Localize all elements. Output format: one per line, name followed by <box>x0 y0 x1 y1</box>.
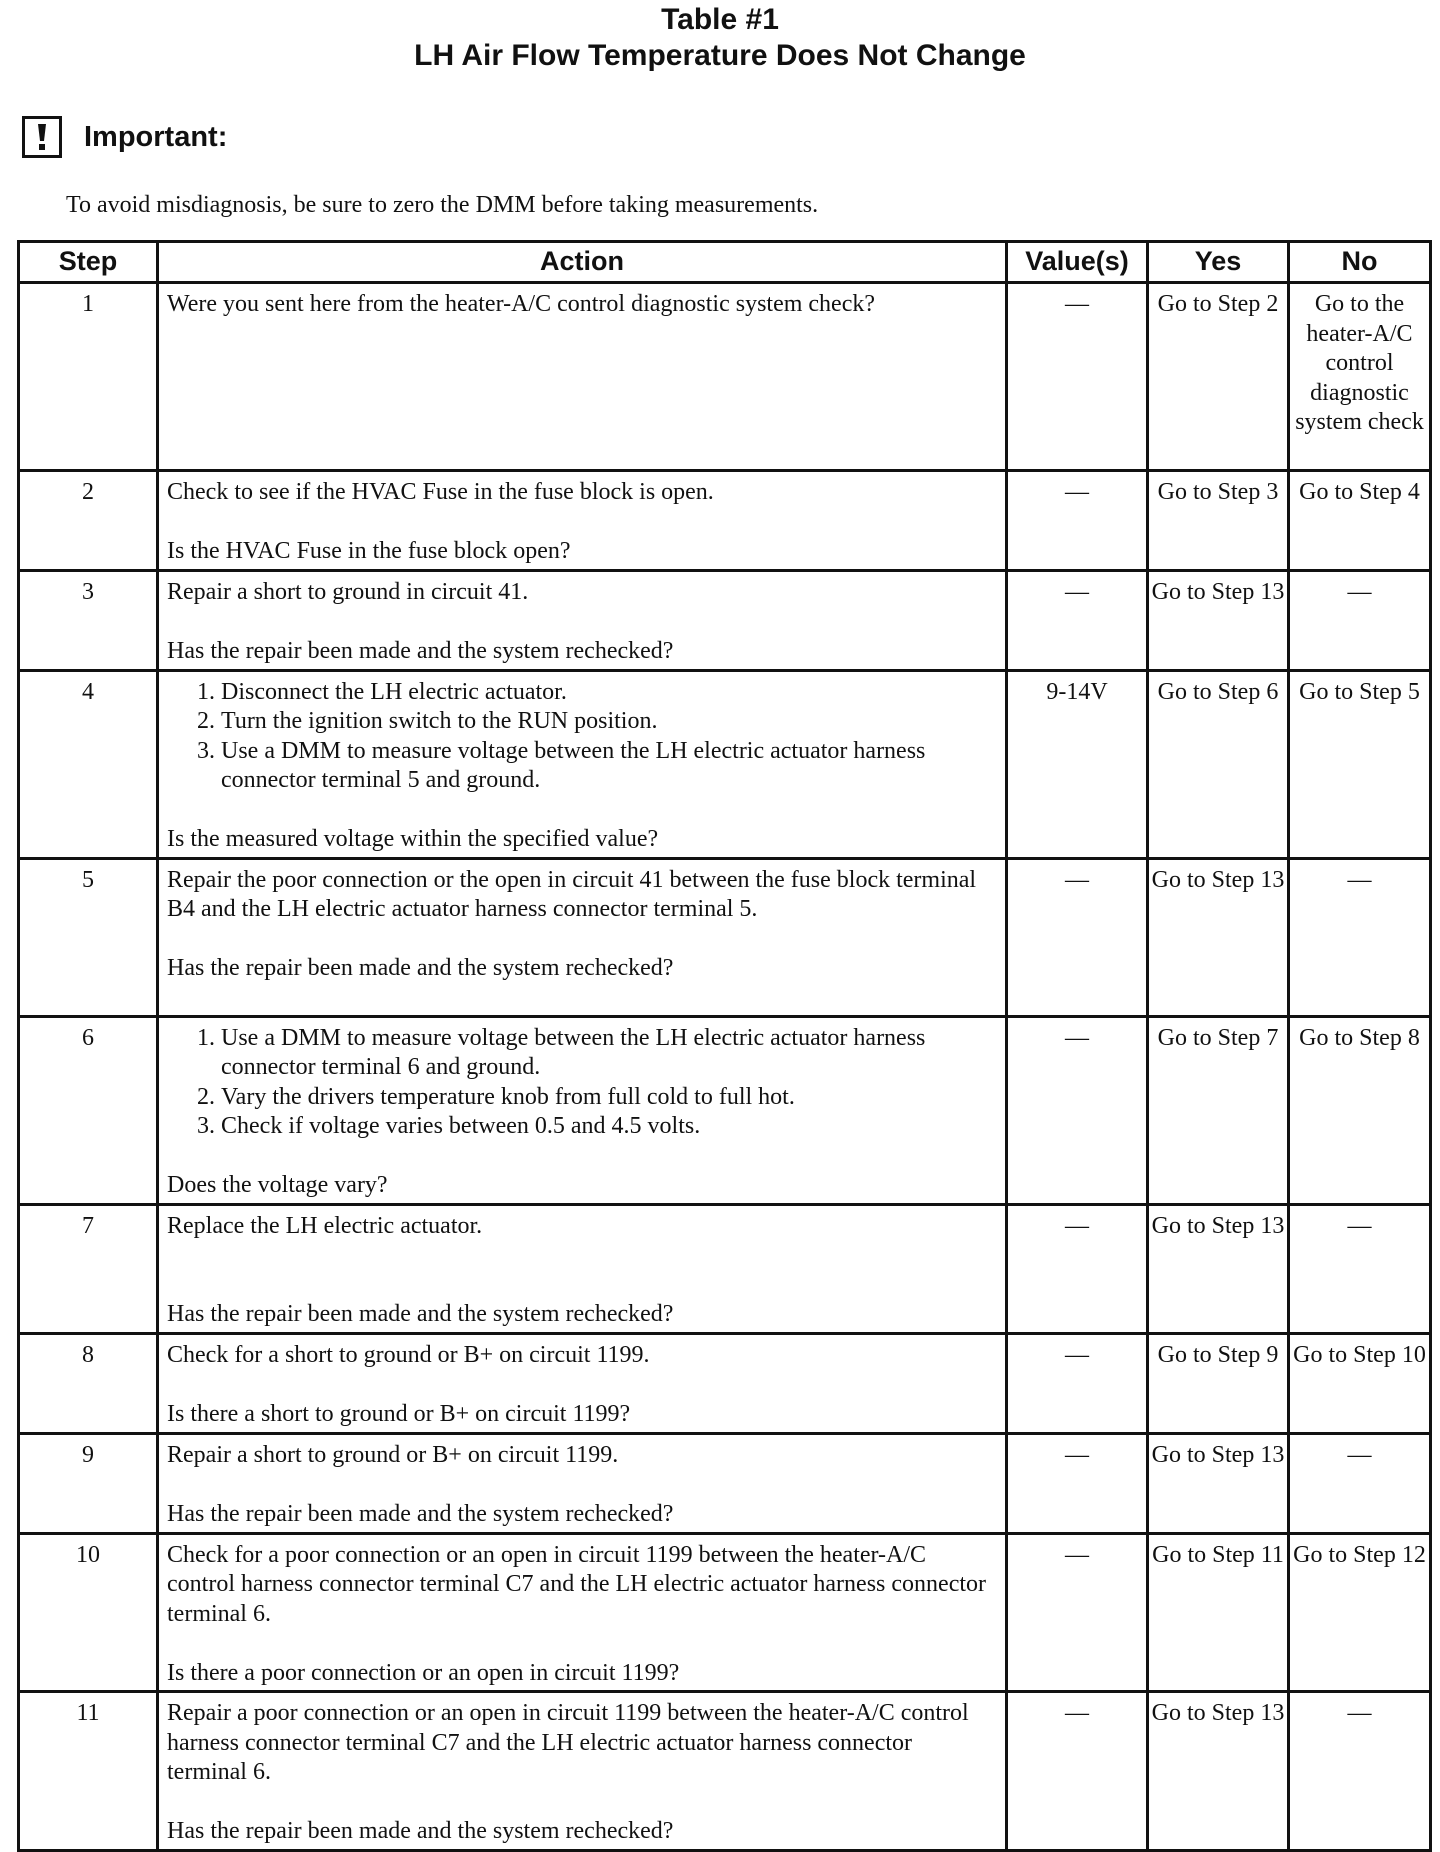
action-cell <box>158 1692 1007 1851</box>
value-cell: 9-14V <box>1007 670 1148 858</box>
action-cell <box>158 1016 1007 1204</box>
table-row <box>19 1433 1431 1533</box>
action-step-list <box>167 678 997 796</box>
yes-cell: Go to Step 6 <box>1148 670 1289 858</box>
no-cell: Go to Step 10 <box>1289 1333 1431 1433</box>
table-header-row <box>19 242 1431 283</box>
value-cell: — <box>1007 1692 1148 1851</box>
step-number: 8 <box>19 1333 158 1433</box>
step-number: 5 <box>19 858 158 1016</box>
important-callout <box>22 112 227 162</box>
no-cell: Go to Step 4 <box>1289 471 1431 571</box>
value-cell: — <box>1007 471 1148 571</box>
step-number: 9 <box>19 1433 158 1533</box>
action-text: Were you sent here from the heater-A/C control diagnostic system check? <box>167 291 875 317</box>
table-number: Table #1 <box>661 3 779 36</box>
step-number: 6 <box>19 1016 158 1204</box>
step-number: 2 <box>19 471 158 571</box>
action-question: Is the HVAC Fuse in the fuse block open? <box>167 538 571 564</box>
diagnostic-table <box>17 240 1432 1852</box>
action-question: Has the repair been made and the system rechecked? <box>167 1818 674 1844</box>
table-row <box>19 283 1431 471</box>
no-cell: — <box>1289 1433 1431 1533</box>
value-cell: — <box>1007 570 1148 670</box>
yes-cell: Go to Step 7 <box>1148 1016 1289 1204</box>
yes-cell: Go to Step 9 <box>1148 1333 1289 1433</box>
action-cell <box>158 471 1007 571</box>
action-text: Repair a poor connection or an open in circuit 1199 between the heater-A/C control harness connector terminal C7 and the LH electric actuator harness connector terminal 6. <box>167 1700 969 1785</box>
yes-cell: Go to Step 11 <box>1148 1533 1289 1692</box>
table-row <box>19 858 1431 1016</box>
step-number: 7 <box>19 1204 158 1333</box>
step-number: 4 <box>19 670 158 858</box>
yes-cell: Go to Step 13 <box>1148 570 1289 670</box>
action-question: Is the measured voltage within the specified value? <box>167 826 659 852</box>
action-cell <box>158 1533 1007 1692</box>
value-cell: — <box>1007 1204 1148 1333</box>
no-cell: — <box>1289 1204 1431 1333</box>
column-header-values: Value(s) <box>1007 242 1148 283</box>
column-header-no: No <box>1289 242 1431 283</box>
action-question: Is there a short to ground or B+ on circuit 1199? <box>167 1400 631 1427</box>
table-row <box>19 471 1431 571</box>
no-cell: Go to the heater-A/C control diagnostic system check <box>1289 283 1431 471</box>
yes-cell: Go to Step 13 <box>1148 1433 1289 1533</box>
value-cell: — <box>1007 1533 1148 1692</box>
column-header-yes: Yes <box>1148 242 1289 283</box>
yes-cell: Go to Step 13 <box>1148 1204 1289 1333</box>
action-text: Check for a short to ground or B+ on circuit 1199. <box>167 1341 650 1368</box>
action-cell <box>158 570 1007 670</box>
action-step: 2. Turn the ignition switch to the RUN position. <box>221 707 997 737</box>
table-row <box>19 1016 1431 1204</box>
step-number: 11 <box>19 1692 158 1851</box>
action-text: Repair the poor connection or the open in circuit 41 between the fuse block terminal B4 and the LH electric actuator harness connector terminal 5. <box>167 866 977 922</box>
action-question: Has the repair been made and the system rechecked? <box>167 637 674 664</box>
exclamation-box-icon <box>22 116 62 158</box>
action-text: Repair a short to ground in circuit 41. <box>167 578 529 605</box>
action-cell <box>158 1204 1007 1333</box>
table-row <box>19 1692 1431 1851</box>
no-cell: — <box>1289 570 1431 670</box>
action-step: 1. Use a DMM to measure voltage between the LH electric actuator harness connector terminal 6 and ground. <box>221 1024 997 1083</box>
no-cell: Go to Step 8 <box>1289 1016 1431 1204</box>
action-cell <box>158 1333 1007 1433</box>
action-text: Replace the LH electric actuator. <box>167 1212 483 1239</box>
important-label: Important: <box>84 120 228 153</box>
action-cell <box>158 283 1007 471</box>
table-row <box>19 1204 1431 1333</box>
column-header-action: Action <box>158 242 1007 283</box>
value-cell: — <box>1007 1016 1148 1204</box>
action-question: Has the repair been made and the system rechecked? <box>167 1500 674 1527</box>
no-cell: Go to Step 12 <box>1289 1533 1431 1692</box>
action-text: Repair a short to ground or B+ on circuit 1199. <box>167 1441 619 1468</box>
value-cell: — <box>1007 283 1148 471</box>
action-cell <box>158 670 1007 858</box>
yes-cell: Go to Step 3 <box>1148 471 1289 571</box>
table-row <box>19 570 1431 670</box>
no-cell: — <box>1289 1692 1431 1851</box>
action-text: Check for a poor connection or an open in circuit 1199 between the heater-A/C control harness connector terminal C7 and the LH electric actuator harness connector terminal 6. <box>167 1541 986 1627</box>
title-block <box>0 0 1440 74</box>
step-number: 1 <box>19 283 158 471</box>
action-question: Is there a poor connection or an open in circuit 1199? <box>167 1659 680 1686</box>
table-row <box>19 1533 1431 1692</box>
no-cell: Go to Step 5 <box>1289 670 1431 858</box>
table-row <box>19 670 1431 858</box>
value-cell: — <box>1007 1433 1148 1533</box>
action-question: Has the repair been made and the system rechecked? <box>167 955 674 981</box>
action-step: 1. Disconnect the LH electric actuator. <box>221 678 997 708</box>
action-question: Has the repair been made and the system rechecked? <box>167 1301 674 1327</box>
important-note: To avoid misdiagnosis, be sure to zero the DMM before taking measurements. <box>66 192 819 218</box>
action-text: Check to see if the HVAC Fuse in the fuse block is open. <box>167 479 714 505</box>
page-title: LH Air Flow Temperature Does Not Change <box>414 39 1026 72</box>
action-step: 3. Use a DMM to measure voltage between the LH electric actuator harness connector terminal 5 and ground. <box>221 737 997 796</box>
yes-cell: Go to Step 13 <box>1148 858 1289 1016</box>
action-step: 3. Check if voltage varies between 0.5 and 4.5 volts. <box>221 1112 997 1142</box>
yes-cell: Go to Step 2 <box>1148 283 1289 471</box>
column-header-step: Step <box>19 242 158 283</box>
action-cell <box>158 1433 1007 1533</box>
action-question: Does the voltage vary? <box>167 1172 388 1198</box>
value-cell: — <box>1007 1333 1148 1433</box>
step-number: 3 <box>19 570 158 670</box>
action-step: 2. Vary the drivers temperature knob from full cold to full hot. <box>221 1083 997 1113</box>
action-step-list <box>167 1024 997 1142</box>
value-cell: — <box>1007 858 1148 1016</box>
no-cell: — <box>1289 858 1431 1016</box>
action-cell <box>158 858 1007 1016</box>
table-row <box>19 1333 1431 1433</box>
yes-cell: Go to Step 13 <box>1148 1692 1289 1851</box>
step-number: 10 <box>19 1533 158 1692</box>
